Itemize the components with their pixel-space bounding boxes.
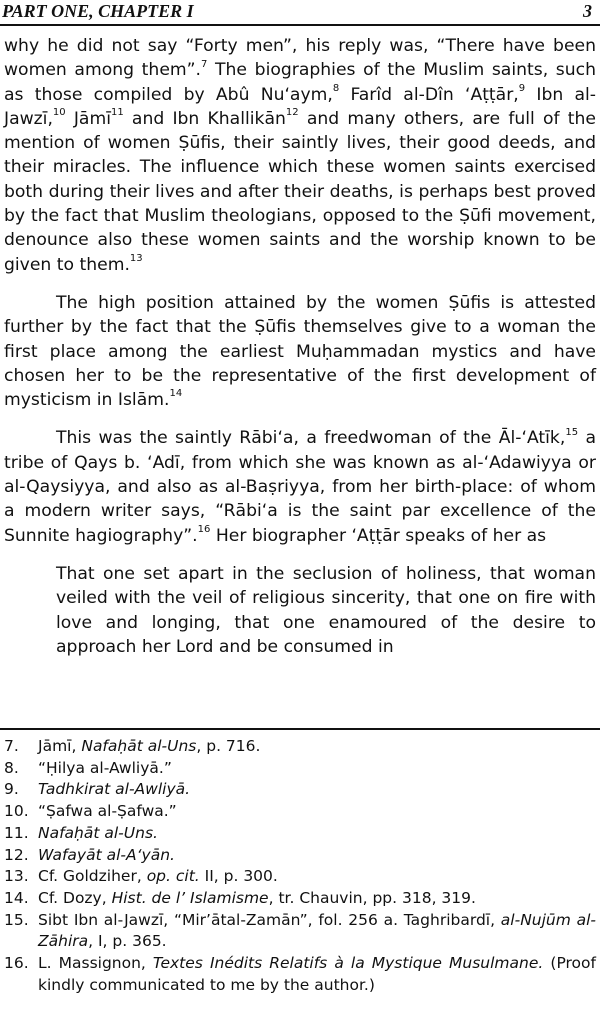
text-run: “Ṣafwa al-Ṣafwa.”	[38, 802, 177, 821]
footnote-number: 12.	[4, 845, 29, 864]
italic-text: Tadhkirat al-Awliyā.	[38, 780, 191, 799]
paragraph	[4, 426, 596, 547]
italic-text: al-Nujūm al-Zāhira	[38, 910, 596, 951]
footnote-text	[38, 801, 596, 823]
footnote-item	[4, 758, 596, 780]
footnote-text	[38, 758, 596, 780]
footnote-text	[38, 845, 596, 867]
footnote-number: 11.	[4, 823, 29, 842]
footnote-text	[38, 736, 596, 758]
text-run: Jāmī,	[38, 737, 82, 755]
footnote-item	[4, 910, 596, 953]
italic-text: Nafaḥāt al-Uns.	[38, 823, 158, 842]
footnote-item	[4, 736, 596, 758]
block-quote	[56, 562, 596, 659]
text-run: “Ḥilya al-Awliyā.”	[38, 758, 172, 777]
text-run: The high position attained by the women Ṣūfis is attested further by the fact that the Ṣūfis themselves give to a woman the first place among the earliest Muḥammadan mystics and have chosen her to be the representative of the first development of mysticism in Islām.	[4, 292, 596, 411]
footnote-item	[4, 866, 596, 888]
footnote-ref: 7	[201, 58, 208, 70]
text-run: That one set apart in the seclusion of holiness, that woman veiled with the veil of religious sincerity, that one on fire with love and longing, that one enamoured of the desire to approach her Lord and be consumed in	[56, 563, 596, 657]
footnote-ref: 12	[285, 107, 299, 119]
text-run: and many others, are full of the mention of women Ṣūfis, their saintly lives, their good deeds, and their miracles. The influence which these women saints exercised both during their lives and after their deaths, is perhaps best proved by the fact that Muslim theologians, opposed to the Ṣūfi movement, denounce also these women saints and the worship known to be given to them.	[4, 108, 596, 275]
text-run: Ibn al-Jawzī,	[4, 84, 597, 129]
running-header	[0, 0, 600, 26]
text-run: , p. 716.	[196, 737, 261, 755]
footnote-item	[4, 888, 596, 910]
footnote-ref: 11	[110, 107, 124, 119]
footnote-ref: 14	[169, 388, 183, 400]
text-run: This was the saintly Rābi‘a, a freedwoman of the Āl-‘Atīk,	[56, 428, 566, 449]
italic-text: Nafaḥāt al-Uns	[81, 737, 197, 755]
footnotes	[4, 736, 596, 996]
text-run: why he did not say “Forty men”, his reply was, “There have been women among them”.	[4, 36, 596, 81]
footnote-number: 10.	[4, 802, 29, 821]
running-title: PART ONE, CHAPTER I	[2, 1, 194, 21]
text-run: L. Massignon,	[38, 954, 153, 973]
italic-text: Hist. de l’ Islamisme	[111, 888, 269, 907]
footnote-number: 14.	[4, 888, 29, 907]
footnote-number: 13.	[4, 867, 29, 886]
paragraph	[4, 291, 596, 412]
text-run: Farîd al-Dîn ‘Aṭṭār,	[339, 84, 519, 105]
footnote-ref: 16	[197, 523, 211, 535]
italic-text: Wafayāt al-A‘yān.	[38, 845, 175, 864]
italic-text: op. cit.	[146, 867, 200, 886]
text-run: Cf. Dozy,	[38, 888, 112, 907]
text-run: , tr. Chauvin, pp. 318, 319.	[268, 888, 476, 907]
paragraph	[4, 34, 596, 277]
footnote-item	[4, 801, 596, 823]
footnote-number: 16.	[4, 954, 29, 973]
italic-text: Textes Inédits Relatifs à la Mystique Musulmane.	[152, 954, 544, 973]
text-run: , I, p. 365.	[88, 932, 167, 951]
text-run: Cf. Goldziher,	[38, 867, 147, 886]
footnote-ref: 10	[52, 107, 66, 119]
footnote-number: 9.	[4, 780, 19, 799]
text-run: a tribe of Qays b. ‘Adī, from which she was known as al-‘Adawiyya or al-Qaysiyya, and also as al-Baṣriyya, from her birth-place: of whom a modern writer says, “Rābi‘a is the saint par excellence of the Sunnite hagiography”.	[4, 428, 597, 546]
footnote-text	[38, 866, 596, 888]
body-text	[4, 34, 596, 659]
footnote-text	[38, 888, 596, 910]
text-run: The biographies of the Muslim saints, such as those compiled by Abû Nu‘aym,	[4, 60, 597, 105]
page-number: 3	[583, 1, 592, 21]
footnote-ref: 15	[565, 426, 579, 438]
footnote-item	[4, 845, 596, 867]
header-rule	[0, 24, 600, 26]
footnote-item	[4, 953, 596, 996]
footnote-number: 8.	[4, 758, 19, 777]
text-run: and Ibn Khallikān	[123, 108, 286, 129]
footnote-text	[38, 823, 596, 845]
footnote-text	[38, 779, 596, 801]
text-run: II, p. 300.	[199, 867, 278, 886]
text-run: Jāmī	[65, 108, 111, 129]
footnote-number: 7.	[4, 737, 19, 755]
footnote-text	[38, 910, 596, 953]
text-run: Her biographer ‘Aṭṭār speaks of her as	[210, 525, 547, 546]
footnote-text	[38, 953, 596, 996]
footnote-item	[4, 823, 596, 845]
text-run: (Proof kindly communicated to me by the author.)	[38, 954, 596, 994]
footnote-item	[4, 779, 596, 801]
footnote-ref: 8	[332, 82, 340, 94]
footnote-rule	[0, 728, 600, 730]
footnote-ref: 13	[129, 252, 143, 264]
footnote-ref: 9	[518, 82, 526, 94]
footnote-number: 15.	[4, 910, 29, 929]
text-run: Sibt Ibn al-Jawzī, “Mir’ātal-Zamān”, fol. 256 a. Taghribardī,	[38, 910, 501, 929]
